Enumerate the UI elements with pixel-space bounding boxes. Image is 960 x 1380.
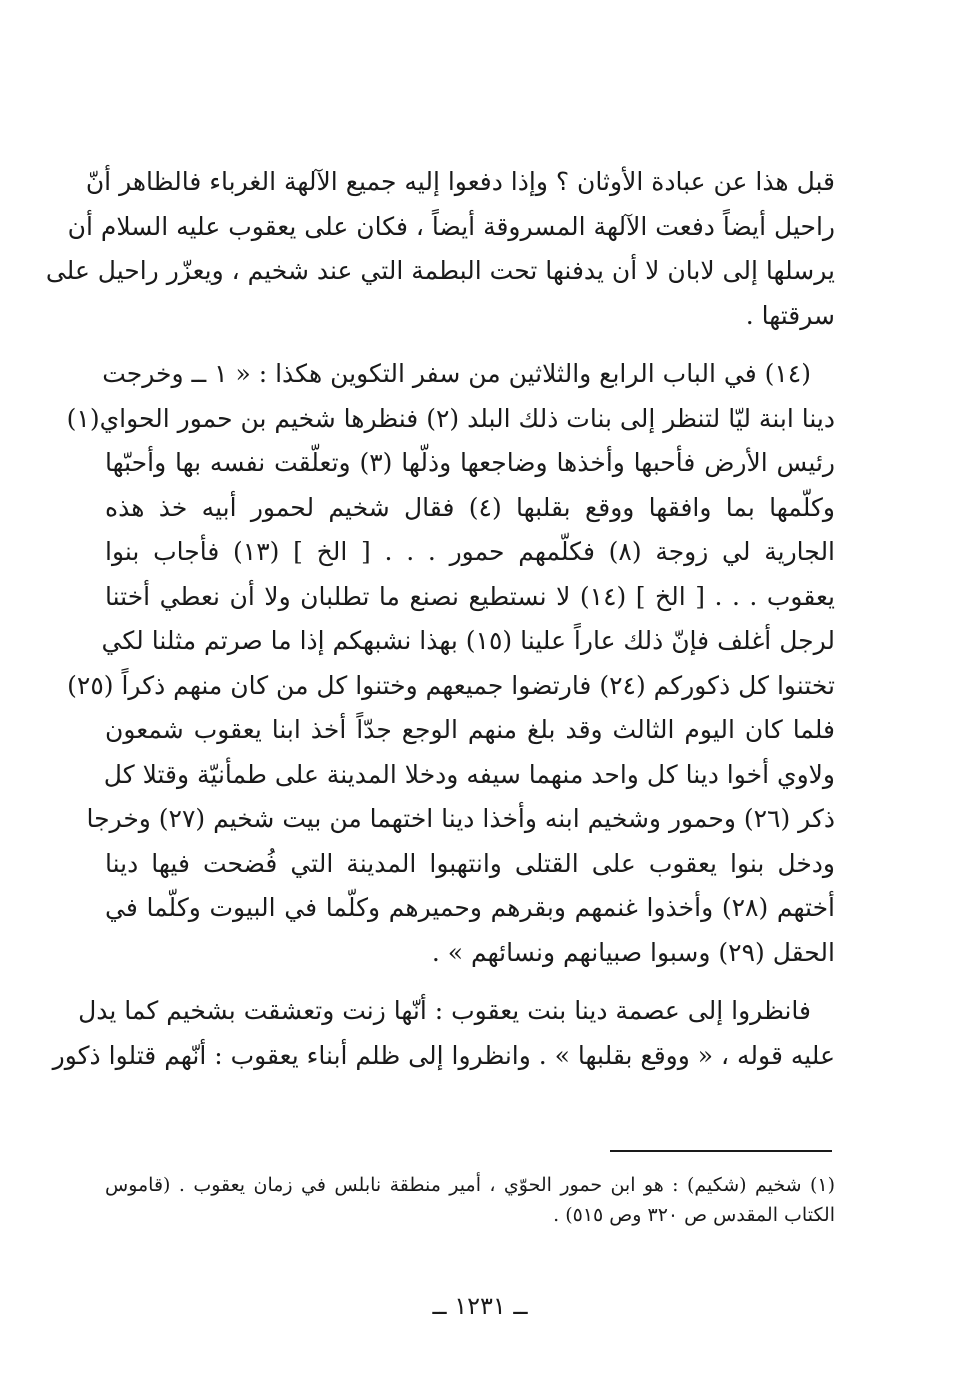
text-line: فلما كان اليوم الثالث وقد بلغ منهم الوجع جدّاً أخذ ابنا يعقوب شمعون [105, 715, 835, 744]
text-line: قبل هذا عن عبادة الأوثان ؟ وإذا دفعوا إليه جميع الآلهة الغرباء فالظاهر أنّ [85, 167, 835, 196]
text-line: يرسلها إلى لابان لا أن يدفنها تحت البطمة التي عند شخيم ، ويعزّر راحيل على [45, 256, 835, 285]
footnote [105, 1170, 835, 1230]
text-line: ودخل بنوا يعقوب على القتلى وانتهبوا المدينة التي فُضحت فيها دينا [105, 848, 835, 878]
text-line: راحيل أيضاً دفعت الآلهة المسروقة أيضاً ، فكان على يعقوب عليه السلام أن [67, 211, 835, 241]
text-line: فانظروا إلى عصمة دينا بنت يعقوب : أنّها زنت وتعشقت بشخيم كما يدل [78, 996, 811, 1025]
main-text [45, 160, 836, 1078]
text-line: الجارية لي زوجة (٨) فكلّمهم حمور . . . [ الخ ] (١٣) فأجاب بنوا [105, 537, 836, 566]
paragraph-3 [52, 989, 835, 1078]
text-line: أختهم (٢٨) وأخذوا غنمهم وبقرهم وحميرهم وكلّما في البيوت وكلّما في [105, 893, 836, 922]
text-line: تختنوا كل ذكوركم (٢٤) فارتضوا جميعهم وختنوا كل من كان منهم ذكراً (٢٥) [67, 670, 835, 700]
text-line: عليه قوله ، « ووقع بقلبها » . وانظروا إلى ظلم أبناء يعقوب : أنّهم قتلوا ذكور [52, 1040, 835, 1070]
text-line: الحقل (٢٩) وسبوا صبيانهم ونسائهم » . [431, 937, 835, 967]
paragraph-1 [45, 160, 835, 338]
text-line: لرجل أغلف فإنّ ذلك عاراً علينا (١٥) بهذا نشبهكم إذا ما صرتم مثلنا لكي [101, 626, 835, 655]
text-line: (١٤) في الباب الرابع والثلاثين من سفر التكوين هكذا : « ١ ــ وخرجت [102, 359, 811, 388]
paragraph-2 [66, 352, 836, 975]
footnote-divider [610, 1150, 832, 1152]
text-line: وكلّمها بما وافقها ووقع بقلبها (٤) فقال شخيم لحمور أبيه خذ هذه [105, 492, 836, 522]
text-line: سرقتها . [745, 300, 835, 330]
page-number: ــ ١٢٣١ ــ [432, 1292, 528, 1320]
text-line: دينا ابنة ليّا لتنظر إلى بنات ذلك البلد (٢) فنظرها شخيم بن حمور الحواي(١) [66, 403, 835, 433]
footnote-line: الكتاب المقدس ص ٣٢٠ وص ٥١٥) . [553, 1204, 835, 1226]
text-line: ولاوي أخوا دينا كل واحد منهما سيفه ودخلا المدينة على طمأنيّة وقتلا كل [103, 759, 835, 789]
footnote-line: (١) شخيم (شكيم) : هو ابن حمور الحوّي ، أمير منطقة نابلس في زمان يعقوب . (قاموس [105, 1174, 835, 1196]
text-line: رئيس الأرض فأحبها وأخذها وضاجعها وذلّها (٣) وتعلّقت نفسه بها وأحبّها [105, 448, 835, 477]
text-line: يعقوب . . . [ الخ ] (١٤) لا نستطيع نصنع ما تطلبان ولا أن نعطي أختنا [105, 581, 835, 611]
text-line: ذكر (٢٦) وحمور وشخيم ابنه وأخذا دينا اختهما من بيت شخيم (٢٧) وخرجا [86, 804, 835, 833]
